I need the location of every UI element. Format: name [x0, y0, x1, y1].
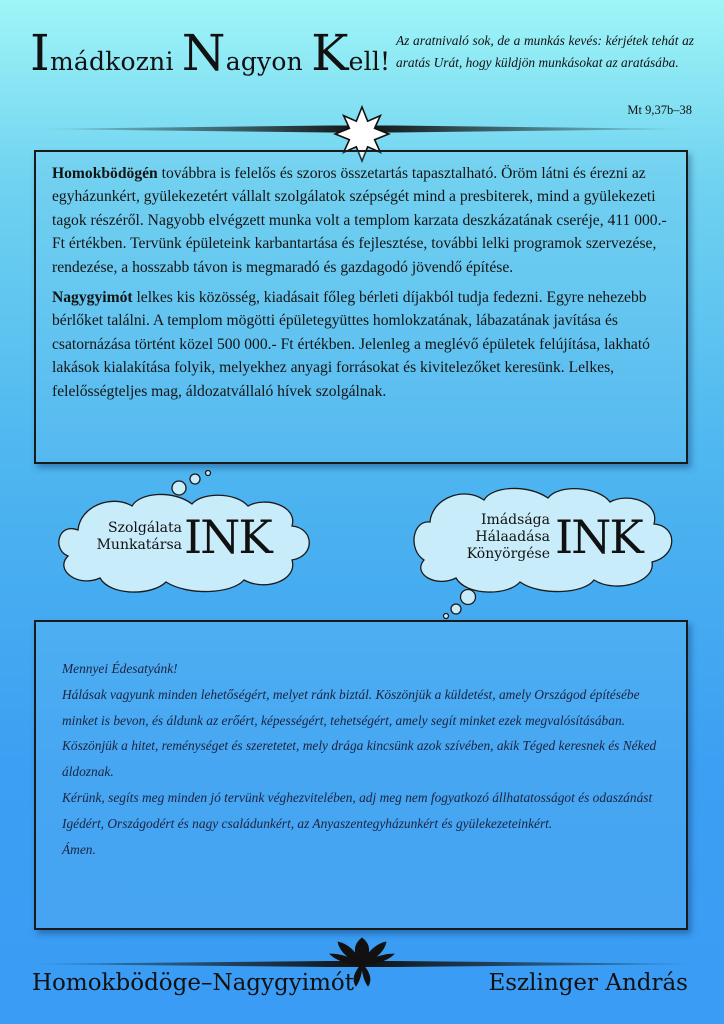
verse-reference: Mt 9,37b–38 [627, 103, 692, 117]
prayer-box [34, 620, 688, 930]
text-homokbodoge: továbbra is felelős és szoros összetartás tapasztalható. Öröm látni és érezni az egyházunkért, gyülekezetért vállalt szolgálatok szépségét mind a presbiterek, mind a gyülekezeti tagok részéről. Nagyobb elvégzett munka volt a templom karzata deszkázatának cseréje, 411 000.- Ft értékben. Tervünk épületeink karbantartása és fejlesztése, további lelki programok szervezése, rendezése, a hosszabb távon is megmaradó és gazdagodó jövendő építése. [52, 165, 667, 276]
prayer-address: Mennyei Édesatyánk! [62, 661, 178, 676]
page-title [30, 24, 391, 82]
cloud-left-line-2: Munkatársa [96, 537, 182, 553]
title-initial-i: I [30, 24, 50, 82]
cloud-right-text [450, 512, 550, 563]
title-initial-n: N [181, 24, 226, 82]
parish-report-box [34, 150, 688, 464]
title-word-1: mádkozni [49, 47, 182, 76]
prayer-paragraph-1: Hálásak vagyunk minden lehetőségért, melyet ránk biztál. Köszönjük a küldetést, amely Országod építésébe minket is bevon, és áldunk az erőért, képességért, tehetségért, amely segít minket ezek megvalósításában. [62, 686, 640, 728]
paragraph-nagygyimot [52, 286, 672, 403]
cloud-left-line-1: Szolgálata [108, 520, 182, 536]
lead-nagygyimot: Nagygyimót [52, 289, 133, 307]
title-initial-k: K [311, 24, 349, 82]
footer-author: Eszlinger András [488, 970, 688, 996]
lead-homokbodoge: Homokbödögén [52, 165, 158, 182]
cloud-left-text [82, 520, 182, 554]
text-nagygyimot: lelkes kis közösség, kiadásait főleg bérleti díjakból tudja fedezni. Egyre nehezebb bérlőket találni. A templom mögötti épületegyüttes homlokzatának, lábazatának javítása és csatornázása történt közel 500 000.- Ft értékben. Jelenleg a meglévő épületek felújítása, lakható lakások kialakítása folyik, melyekhez anyagi forrásokat és kivitelezőket keresünk. Lelkes, felelősségteljes mag, áldozatvállaló hívek szolgálnak. [52, 289, 650, 400]
prayer-paragraph-2: Köszönjük a hitet, reménységet és szeretetet, mely drága kincsünk azok szívében, akik Téged keresnek és Néked áldoznak. [62, 738, 657, 780]
cloud-right-line-2: Hálaadása [475, 529, 550, 545]
paragraph-homokbodoge [52, 162, 672, 279]
cloud-right-line-1: Imádsága [481, 512, 550, 528]
cloud-right-line-3: Könyörgése [466, 546, 550, 562]
footer-parishes: Homokbödöge–Nagygyimót [32, 970, 354, 996]
title-word-2: agyon [225, 47, 312, 76]
cloud-right-ink: INK [555, 510, 642, 564]
cloud-left-ink: INK [184, 510, 271, 564]
bible-verse: Az aratnivaló sok, de a munkás kevés: kérjétek tehát az aratás Urát, hogy küldjön munkásokat az aratásába. [396, 33, 694, 70]
title-word-3: ell! [348, 47, 391, 76]
prayer-amen: Ámen. [62, 841, 96, 857]
prayer-paragraph-3: Kérünk, segíts meg minden jó tervünk véghezvitelében, adj meg nem fogyatkozó állhatatosságot és odaszánást Igédért, Országodért és nagy családunkért, az Anyaszentegyházunkért és gyülekezeteinkért. [62, 789, 653, 831]
